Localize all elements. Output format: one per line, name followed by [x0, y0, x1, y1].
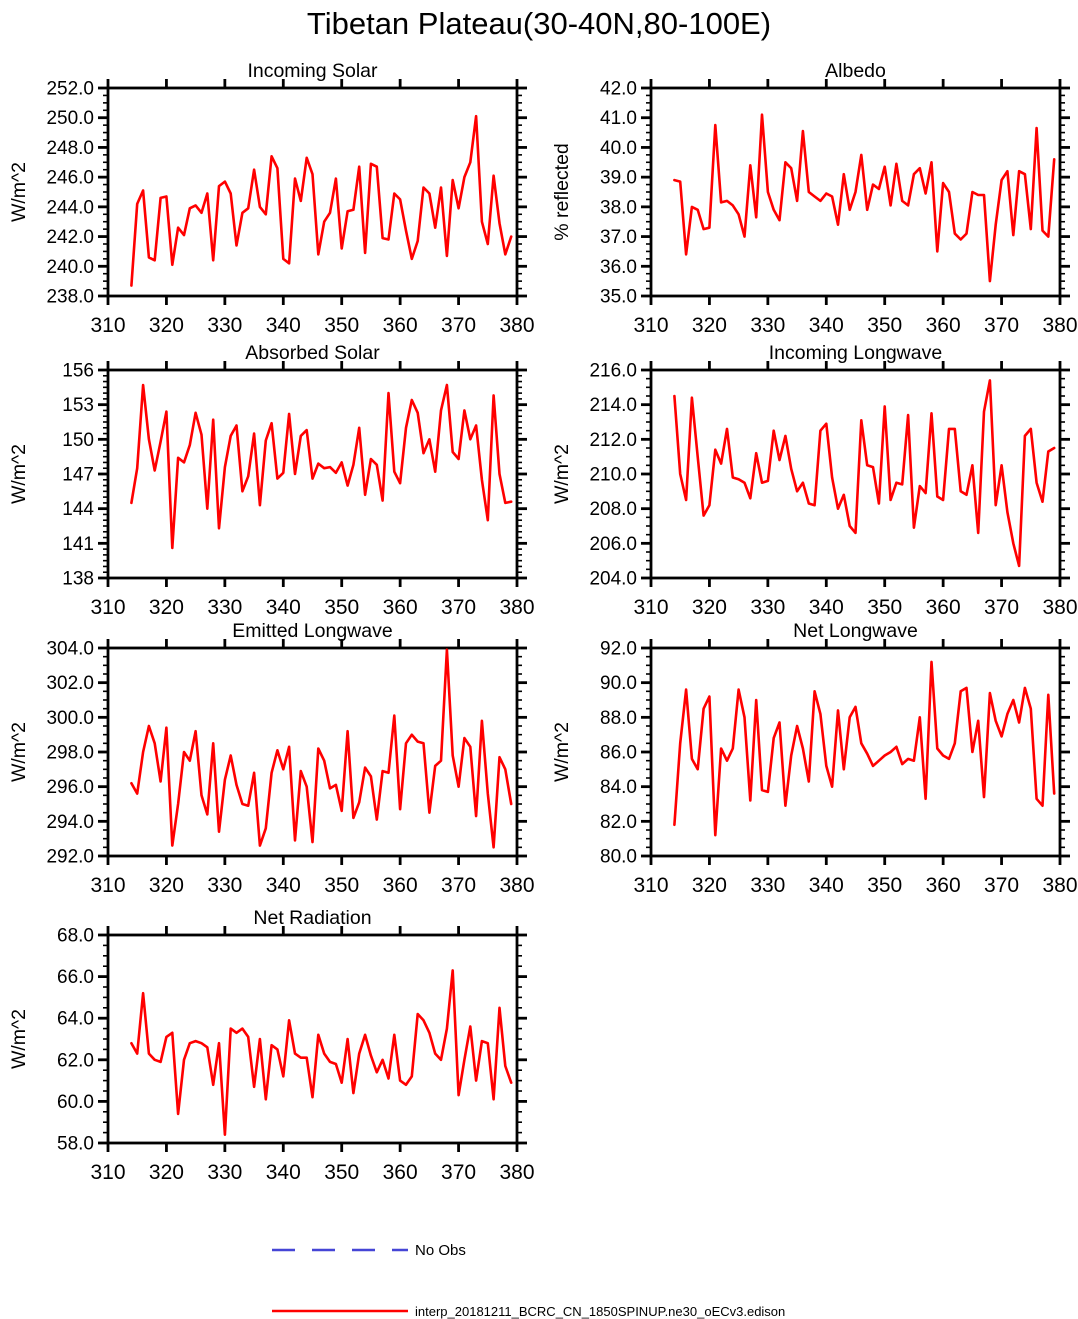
y-tick-label: 66.0 — [57, 967, 94, 989]
y-tick-label: 214.0 — [589, 395, 637, 417]
x-tick-label: 370 — [441, 874, 477, 897]
y-tick-label: 86.0 — [600, 742, 637, 764]
y-tick-label: 300.0 — [46, 707, 94, 729]
x-tick-label: 330 — [750, 874, 786, 897]
x-tick-label: 350 — [324, 874, 360, 897]
plot-title: Absorbed Solar — [245, 342, 380, 364]
y-tick-label: 292.0 — [46, 846, 94, 868]
y-tick-label: 246.0 — [46, 167, 94, 189]
x-tick-label: 340 — [265, 314, 301, 337]
y-tick-label: 248.0 — [46, 137, 94, 159]
y-tick-label: 35.0 — [600, 286, 637, 308]
y-tick-label: 42.0 — [600, 78, 637, 100]
y-tick-label: 250.0 — [46, 108, 94, 130]
y-tick-label: 60.0 — [57, 1091, 94, 1113]
x-tick-label: 310 — [633, 314, 669, 337]
x-tick-label: 310 — [90, 596, 126, 619]
x-tick-label: 320 — [691, 874, 727, 897]
y-tick-label: 242.0 — [46, 227, 94, 249]
x-tick-label: 310 — [90, 1161, 126, 1184]
y-axis-label: W/m^2 — [551, 443, 573, 505]
subplot-incoming-solar — [8, 60, 535, 337]
y-tick-label: 90.0 — [600, 673, 637, 695]
x-tick-label: 320 — [691, 596, 727, 619]
subplot-albedo — [551, 60, 1078, 337]
x-tick-label: 350 — [324, 314, 360, 337]
x-tick-label: 330 — [750, 314, 786, 337]
y-tick-label: 88.0 — [600, 707, 637, 729]
x-tick-label: 360 — [382, 874, 418, 897]
y-tick-label: 82.0 — [600, 811, 637, 833]
x-tick-label: 350 — [324, 596, 360, 619]
y-tick-label: 41.0 — [600, 108, 637, 130]
x-tick-label: 370 — [441, 314, 477, 337]
data-line-net-longwave — [674, 662, 1054, 835]
x-tick-label: 360 — [925, 314, 961, 337]
y-axis-label: W/m^2 — [551, 721, 573, 783]
y-tick-label: 40.0 — [600, 137, 637, 159]
y-tick-label: 64.0 — [57, 1008, 94, 1030]
subplot-emitted-longwave — [8, 620, 535, 897]
y-axis-label: W/m^2 — [8, 443, 30, 505]
legend-item-model — [271, 1299, 785, 1319]
y-tick-label: 144 — [62, 499, 94, 521]
x-tick-label: 380 — [499, 1161, 535, 1184]
subplot-incoming-longwave — [551, 342, 1078, 619]
y-tick-label: 58.0 — [57, 1133, 94, 1155]
y-tick-label: 37.0 — [600, 227, 637, 249]
y-tick-label: 153 — [62, 395, 94, 417]
model-label: interp_20181211_BCRC_CN_1850SPINUP.ne30_oECv3.edison — [415, 1303, 786, 1319]
plot-title: Emitted Longwave — [232, 620, 393, 642]
y-tick-label: 212.0 — [589, 429, 637, 451]
x-tick-label: 320 — [691, 314, 727, 337]
x-tick-label: 370 — [441, 596, 477, 619]
x-tick-label: 330 — [207, 874, 243, 897]
x-tick-label: 370 — [984, 874, 1020, 897]
x-tick-label: 310 — [90, 874, 126, 897]
legend-item-no-obs — [271, 1238, 466, 1262]
data-line-albedo — [674, 115, 1054, 281]
y-tick-label: 68.0 — [57, 925, 94, 947]
y-tick-label: 36.0 — [600, 256, 637, 278]
y-tick-label: 38.0 — [600, 197, 637, 219]
model-line-sample — [271, 1299, 411, 1319]
x-tick-label: 330 — [207, 314, 243, 337]
x-tick-label: 310 — [90, 314, 126, 337]
y-tick-label: 92.0 — [600, 638, 637, 660]
y-tick-label: 206.0 — [589, 533, 637, 555]
x-tick-label: 350 — [867, 874, 903, 897]
subplot-net-radiation — [8, 907, 535, 1184]
y-tick-label: 302.0 — [46, 673, 94, 695]
x-tick-label: 380 — [1042, 596, 1078, 619]
x-tick-label: 330 — [750, 596, 786, 619]
y-tick-label: 39.0 — [600, 167, 637, 189]
x-tick-label: 320 — [148, 874, 184, 897]
x-tick-label: 340 — [808, 874, 844, 897]
y-tick-label: 252.0 — [46, 78, 94, 100]
x-tick-label: 330 — [207, 596, 243, 619]
data-line-incoming-solar — [131, 116, 511, 285]
y-axis-label: W/m^2 — [8, 161, 30, 223]
figure-title: Tibetan Plateau(30-40N,80-100E) — [306, 6, 772, 41]
x-tick-label: 320 — [148, 1161, 184, 1184]
y-axis-label: W/m^2 — [8, 721, 30, 783]
x-tick-label: 380 — [1042, 314, 1078, 337]
x-tick-label: 340 — [808, 596, 844, 619]
plot-title: Net Radiation — [253, 907, 372, 929]
x-tick-label: 370 — [984, 314, 1020, 337]
x-tick-label: 310 — [633, 596, 669, 619]
y-tick-label: 80.0 — [600, 846, 637, 868]
data-line-incoming-longwave — [674, 380, 1054, 566]
y-tick-label: 156 — [62, 360, 94, 382]
y-axis-label: % reflected — [551, 143, 573, 241]
y-tick-label: 84.0 — [600, 777, 637, 799]
plot-title: Incoming Longwave — [768, 342, 943, 364]
no-obs-label: No Obs — [415, 1241, 466, 1259]
plot-title: Net Longwave — [793, 620, 918, 642]
x-tick-label: 380 — [499, 874, 535, 897]
x-tick-label: 350 — [867, 596, 903, 619]
x-tick-label: 350 — [324, 1161, 360, 1184]
x-tick-label: 380 — [499, 314, 535, 337]
no-obs-line-sample — [271, 1238, 411, 1262]
subplot-absorbed-solar — [8, 342, 535, 619]
x-tick-label: 370 — [441, 1161, 477, 1184]
x-tick-label: 340 — [265, 1161, 301, 1184]
y-tick-label: 147 — [62, 464, 94, 486]
x-tick-label: 360 — [382, 1161, 418, 1184]
x-tick-label: 330 — [207, 1161, 243, 1184]
data-line-emitted-longwave — [131, 650, 511, 848]
x-tick-label: 360 — [925, 596, 961, 619]
x-tick-label: 370 — [984, 596, 1020, 619]
x-tick-label: 360 — [382, 314, 418, 337]
x-tick-label: 320 — [148, 314, 184, 337]
subplot-net-longwave — [551, 620, 1078, 897]
y-tick-label: 304.0 — [46, 638, 94, 660]
x-tick-label: 340 — [808, 314, 844, 337]
x-tick-label: 360 — [925, 874, 961, 897]
y-tick-label: 141 — [62, 533, 94, 555]
x-tick-label: 380 — [1042, 874, 1078, 897]
x-tick-label: 380 — [499, 596, 535, 619]
x-tick-label: 340 — [265, 596, 301, 619]
y-tick-label: 216.0 — [589, 360, 637, 382]
y-tick-label: 238.0 — [46, 286, 94, 308]
y-tick-label: 244.0 — [46, 197, 94, 219]
y-tick-label: 210.0 — [589, 464, 637, 486]
x-tick-label: 350 — [867, 314, 903, 337]
y-tick-label: 138 — [62, 568, 94, 590]
y-tick-label: 150 — [62, 429, 94, 451]
y-tick-label: 62.0 — [57, 1050, 94, 1072]
y-tick-label: 208.0 — [589, 499, 637, 521]
data-line-absorbed-solar — [131, 385, 511, 548]
y-axis-label: W/m^2 — [8, 1008, 30, 1070]
y-tick-label: 298.0 — [46, 742, 94, 764]
x-tick-label: 310 — [633, 874, 669, 897]
y-tick-label: 294.0 — [46, 811, 94, 833]
plot-title: Albedo — [825, 60, 886, 82]
y-tick-label: 204.0 — [589, 568, 637, 590]
x-tick-label: 320 — [148, 596, 184, 619]
data-line-net-radiation — [131, 970, 511, 1134]
x-tick-label: 360 — [382, 596, 418, 619]
y-tick-label: 296.0 — [46, 777, 94, 799]
x-tick-label: 340 — [265, 874, 301, 897]
y-tick-label: 240.0 — [46, 256, 94, 278]
plot-title: Incoming Solar — [247, 60, 378, 82]
